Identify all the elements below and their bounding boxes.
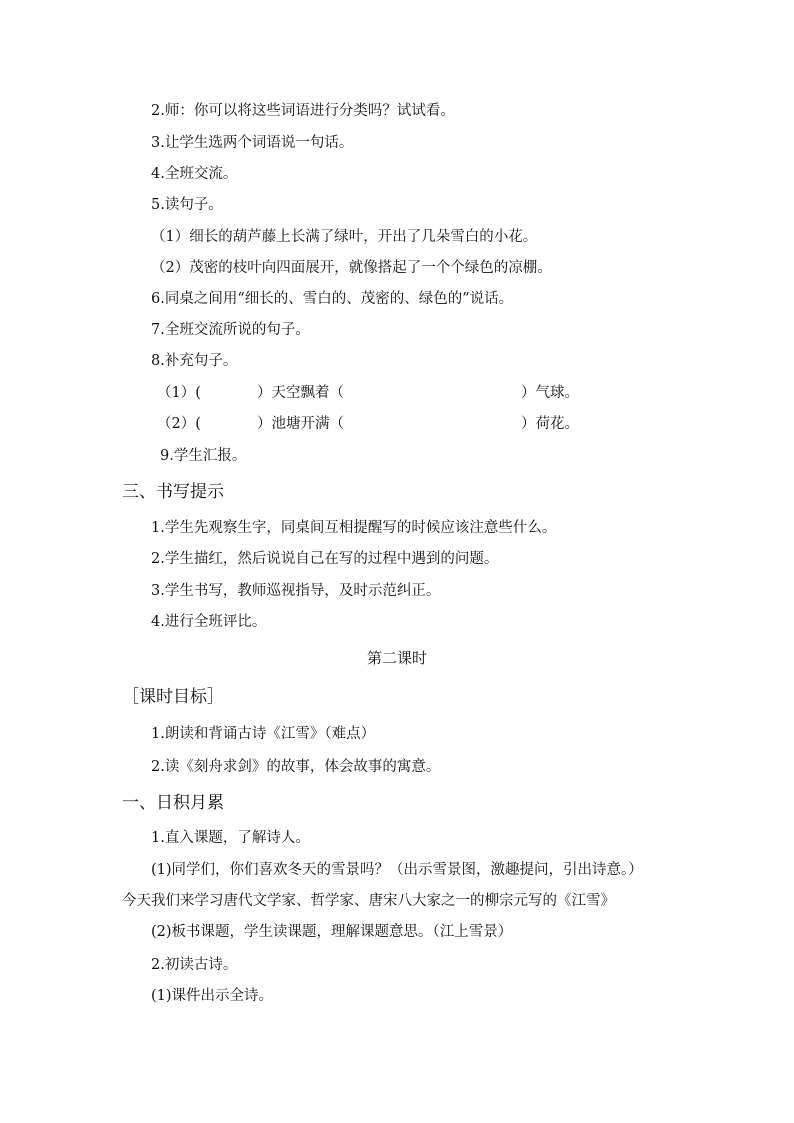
text-line: 2.师：你可以将这些词语进行分类吗？试试看。: [151, 103, 455, 119]
text-line: 1.直入课题，了解诗人。: [151, 830, 310, 846]
fill-in-sentence: [151, 383, 601, 403]
text-line: 6.同桌之间用“细长的、雪白的、茂密的、绿色的”说话。: [151, 291, 514, 307]
text-line: 2.读《刻舟求剑》的故事，体会故事的寓意。: [151, 759, 441, 775]
text-line: 1.学生先观察生字，同桌间互相提醒写的时候应该注意些什么。: [151, 520, 557, 536]
fill-row-number: （2）(: [157, 416, 201, 432]
fill-row-end: ）气球。: [521, 385, 579, 401]
section-heading: 三、书写提示: [122, 482, 224, 502]
fill-row-number: （1）(: [157, 385, 201, 401]
text-line: 4.全班交流。: [151, 166, 238, 182]
text-line: 5.读句子。: [151, 197, 223, 213]
text-line: （1）细长的葫芦藤上长满了绿叶，开出了几朵雪白的小花。: [151, 229, 538, 245]
text-line: (1)同学们，你们喜欢冬天的雪景吗？（出示雪景图，激趣提问，引出诗意。）: [151, 862, 643, 878]
fill-row-end: ）荷花。: [521, 416, 579, 432]
section-heading: 一、日积月累: [122, 793, 224, 813]
fill-in-sentence: [151, 414, 601, 434]
text-line: 1.朗读和背诵古诗《江雪》（难点）: [151, 726, 376, 742]
text-line: 今天我们来学习唐代文学家、哲学家、唐宋八大家之一的柳宗元写的《江雪》: [122, 893, 615, 909]
fill-row-middle: ）池塘开满（: [257, 416, 344, 432]
text-line: 9.学生汇报。: [160, 448, 247, 464]
text-line: 3.让学生选两个词语说一句话。: [151, 135, 354, 151]
objectives-heading: ［课时目标］: [122, 687, 224, 707]
text-line: 4.进行全班评比。: [151, 614, 267, 630]
text-line: 2.学生描红，然后说说自己在写的过程中遇到的问题。: [151, 551, 499, 567]
text-line: (2)板书课题，学生读课题，理解课题意思。（江上雪景）: [151, 924, 513, 940]
text-line: 3.学生书写，教师巡视指导，及时示范纠正。: [151, 583, 441, 599]
lesson-title: 第二课时: [366, 649, 427, 667]
text-line: (1)课件出示全诗。: [151, 988, 274, 1004]
text-line: 8.补充句子。: [151, 353, 238, 369]
fill-row-middle: ）天空飘着（: [257, 385, 344, 401]
text-line: （2）茂密的枝叶向四面展开，就像搭起了一个个绿色的凉棚。: [151, 260, 552, 276]
text-line: 7.全班交流所说的句子。: [151, 322, 310, 338]
text-line: 2.初读古诗。: [151, 957, 238, 973]
